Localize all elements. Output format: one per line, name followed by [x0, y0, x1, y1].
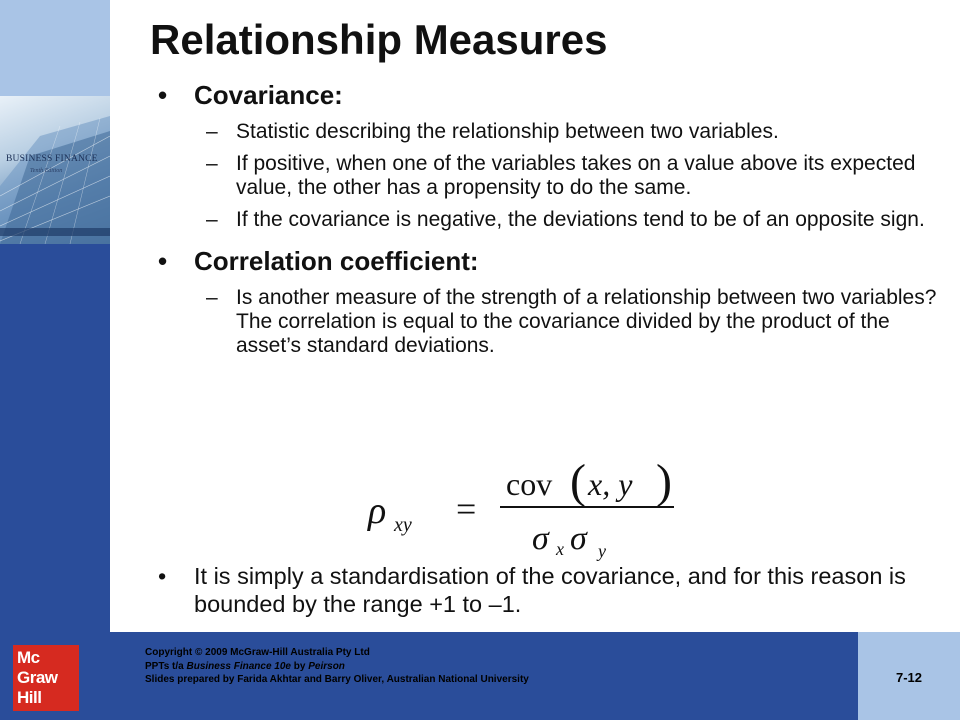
sub-bullet	[158, 152, 948, 200]
formula-sigma-x-subscript: x	[556, 539, 564, 559]
formula-left-paren: (	[570, 455, 586, 508]
bullet-text: It is simply a standardisation of the covariance, and for this reason is bounded by the range +1 to –1.	[194, 563, 906, 617]
logo-line-mc: Mc	[17, 648, 40, 667]
bullet-dot: •	[158, 80, 168, 110]
slide-title: Relationship Measures	[150, 16, 608, 63]
formula-rho-subscript: xy	[394, 514, 412, 536]
copyright-book: Business Finance 10e	[186, 660, 291, 672]
bullet-dot: •	[158, 246, 168, 276]
sub-bullet-dash: –	[206, 208, 218, 231]
copyright-prefix: PPTs t/a	[145, 660, 187, 672]
logo-text	[17, 648, 58, 708]
bullet-correlation	[158, 246, 938, 276]
formula-sigma-y-subscript: y	[598, 541, 606, 561]
copyright-by: by	[291, 660, 309, 672]
formula-equals: =	[456, 489, 477, 529]
logo-line-graw: Graw	[17, 668, 58, 687]
book-subtitle: Tenth Edition	[30, 168, 63, 174]
copyright-line-1: Copyright © 2009 McGraw-Hill Australia Pty Ltd	[145, 647, 370, 658]
sub-bullet-text: If the covariance is negative, the deviations tend to be of an opposite sign.	[236, 208, 925, 231]
sub-bullet-text: If positive, when one of the variables takes on a value above its expected value, the other has a propensity to do the same.	[236, 152, 916, 199]
sub-bullet-dash: –	[206, 286, 218, 309]
bullet-heading: Covariance:	[194, 80, 343, 110]
sub-bullet-dash: –	[206, 120, 218, 143]
copyright-notice	[145, 646, 529, 687]
sub-bullet-dash: –	[206, 152, 218, 175]
formula-rho: ρ	[368, 490, 387, 532]
sub-bullet	[158, 286, 948, 358]
bullet-covariance	[158, 80, 938, 110]
mcgraw-hill-logo	[13, 645, 79, 711]
formula-sigma-x: σ	[532, 520, 549, 557]
bullet-heading: Correlation coefficient:	[194, 246, 479, 276]
copyright-author: Peirson	[308, 660, 345, 672]
formula-cov: cov	[506, 466, 553, 502]
sub-bullet-text: Is another measure of the strength of a relationship between two variables? The correlation is equal to the covariance divided by the product of the asset’s standard deviations.	[236, 286, 937, 357]
formula-right-paren: )	[656, 455, 672, 508]
slide-number: 7-12	[895, 670, 923, 685]
sub-bullet-text: Statistic describing the relationship between two variables.	[236, 120, 779, 143]
book-cover-image	[0, 96, 110, 244]
book-title: BUSINESS FINANCE	[6, 154, 98, 164]
formula-args: x, y	[588, 466, 633, 502]
bullet-standardisation	[158, 562, 918, 618]
bullet-dot: •	[158, 563, 167, 589]
sub-bullet	[158, 208, 948, 232]
logo-line-hill: Hill	[17, 688, 42, 707]
correlation-formula	[360, 455, 690, 565]
formula-sigma-y: σ	[570, 520, 587, 557]
copyright-line-2	[145, 660, 529, 674]
copyright-line-3: Slides prepared by Farida Akhtar and Barry Oliver, Australian National University	[145, 674, 529, 685]
left-sidebar-top-band	[0, 0, 110, 96]
slide-content	[158, 80, 938, 358]
sub-bullet	[158, 120, 948, 144]
